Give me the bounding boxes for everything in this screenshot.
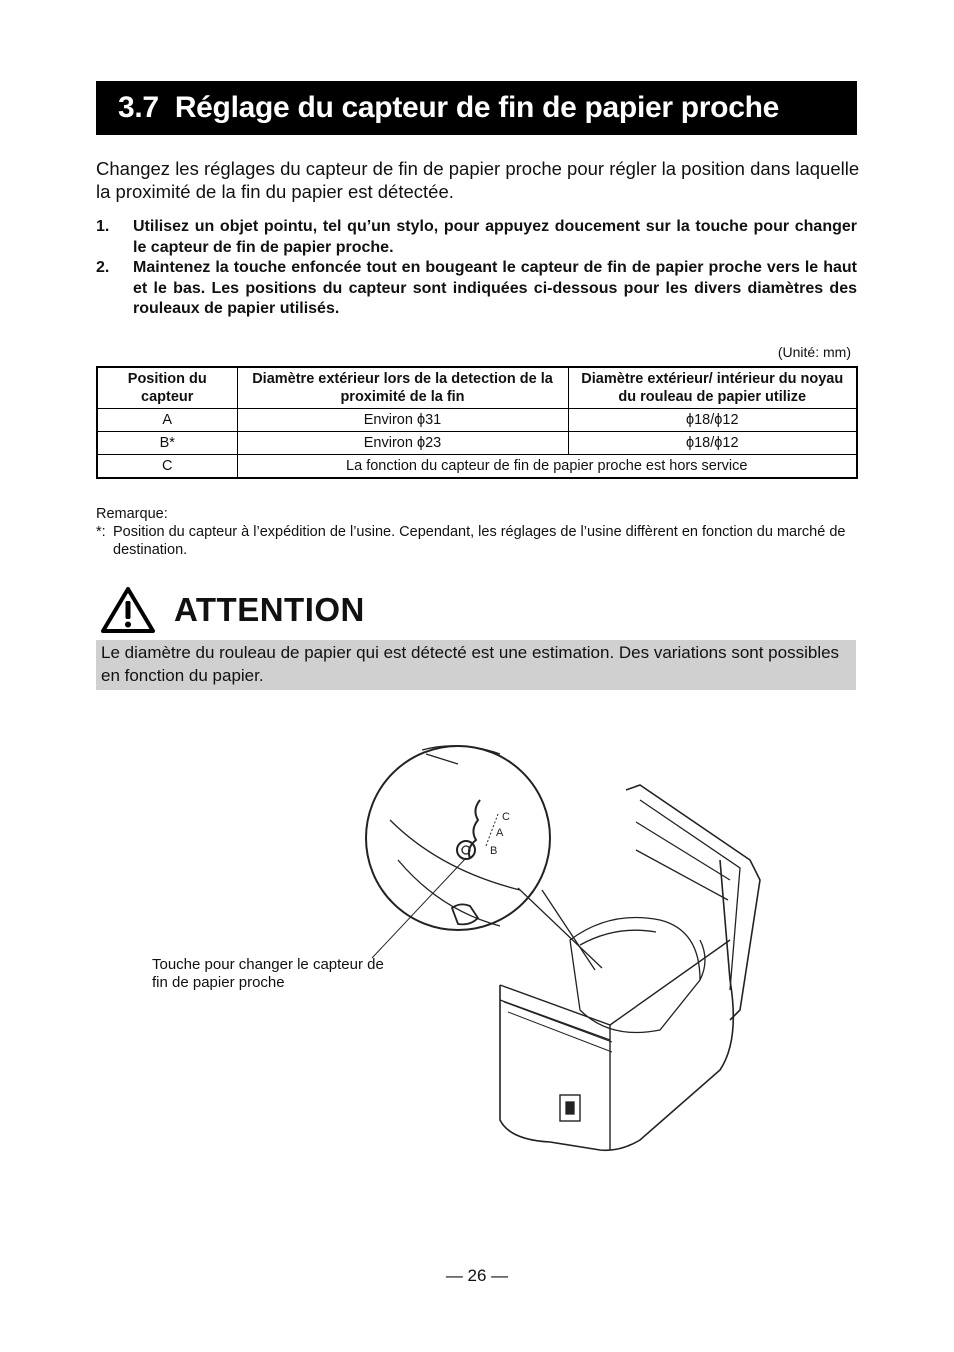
attention-heading [100, 586, 365, 634]
attention-label: ATTENTION [174, 591, 365, 628]
table-row [97, 409, 857, 432]
sensor-position-table [96, 366, 858, 479]
table-cell: C [97, 455, 237, 479]
remark-block [96, 505, 860, 559]
position-label-b: B [490, 845, 498, 857]
table-cell: A [97, 409, 237, 432]
table-header-detect: Diamètre extérieur lors de la detection de la proximité de la fin [237, 367, 568, 409]
remark-text: Position du capteur à l’expédition de l’usine. Cependant, les réglages de l’usine diffèrent en fonction du marché de destination. [113, 524, 846, 558]
page-number: — 26 — [445, 1266, 509, 1285]
table-header-row [97, 367, 857, 409]
warning-triangle-icon [100, 586, 156, 634]
table-header-position: Position du capteur [97, 367, 237, 409]
table-header-core: Diamètre extérieur/ intérieur du noyau du rouleau de papier utilize [568, 367, 857, 409]
section-number: 3.7 [118, 91, 159, 124]
section-title: Réglage du capteur de fin de papier proche [174, 91, 780, 124]
step-item [96, 217, 857, 258]
table-cell: Environ ϕ31 [237, 409, 568, 432]
table-cell: B* [97, 432, 237, 455]
remark-note [96, 523, 860, 559]
unit-label: (Unité: mm) [777, 344, 851, 360]
remark-marker: *: [96, 524, 106, 540]
steps-list [96, 217, 857, 320]
intro-paragraph: Changez les réglages du capteur de fin de papier proche pour régler la position dans laquelle la proximité de la fin du papier est détectée. [96, 158, 860, 202]
remark-label: Remarque: [96, 506, 168, 522]
step-number: 2. [96, 259, 110, 276]
table-cell: ϕ18/ϕ12 [568, 432, 857, 455]
attention-box: Le diamètre du rouleau de papier qui est détecté est une estimation. Des variations sont possibles en fonction du papier. [96, 640, 856, 690]
step-text: Utilisez un objet pointu, tel qu’un stylo, pour appuyez doucement sur la touche pour changer le capteur de fin de papier proche. [133, 218, 857, 256]
sensor-button-callout: Touche pour changer le capteur de fin de papier proche [152, 956, 384, 991]
table-cell: ϕ18/ϕ12 [568, 409, 857, 432]
table-cell-merged: La fonction du capteur de fin de papier proche est hors service [237, 455, 857, 479]
table-row [97, 455, 857, 479]
position-label-a: A [496, 827, 504, 839]
table-row [97, 432, 857, 455]
step-number: 1. [96, 218, 110, 235]
step-text: Maintenez la touche enfoncée tout en bougeant le capteur de fin de papier proche vers le haut et le bas. Les positions du capteur sont indiquées ci-dessous pour les divers diamètres des rouleaux de papier utilisés. [133, 259, 857, 317]
section-title-bar [96, 81, 857, 135]
position-label-c: C [502, 811, 510, 823]
printer-illustration [140, 740, 780, 1160]
step-item [96, 258, 857, 320]
table-cell: Environ ϕ23 [237, 432, 568, 455]
